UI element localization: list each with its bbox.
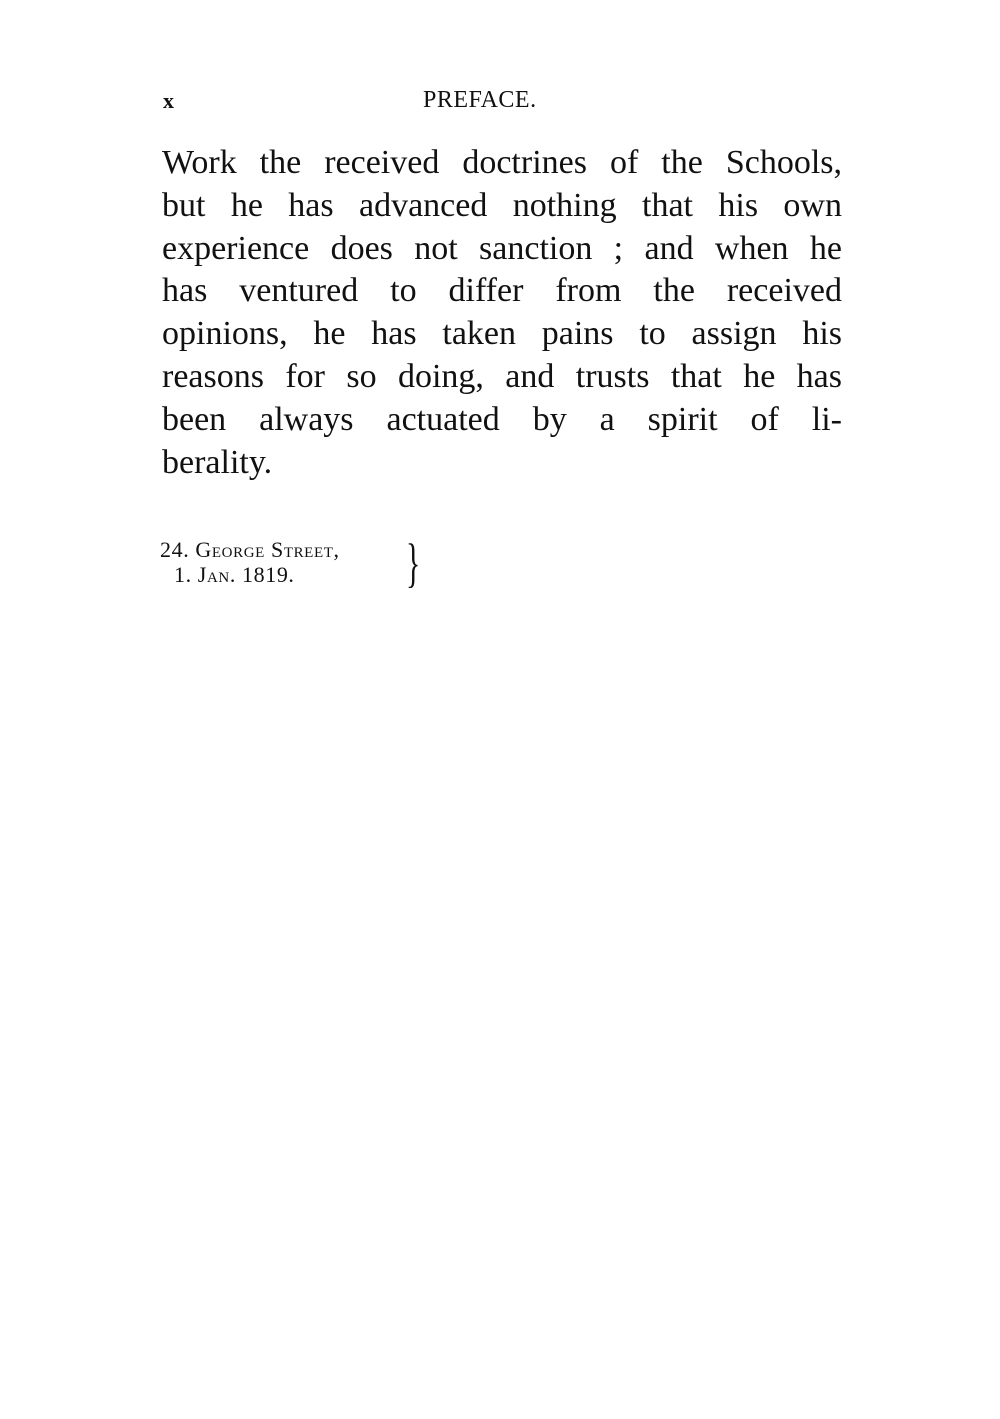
text-line: opinions, he has taken pains to assign his (162, 315, 842, 353)
running-head (163, 86, 841, 116)
text-line: been always actuated by a spirit of li- (162, 400, 842, 438)
signature-date: 1. Jan. 1819. (174, 562, 295, 587)
text-line: has ventured to differ from the received (162, 272, 842, 310)
page-number: x (163, 88, 174, 113)
text-line: experience does not sanction ; and when he (162, 229, 842, 267)
text-line: Work the received doctrines of the Schools, (162, 144, 842, 181)
text-line: berality. (162, 443, 273, 481)
text-line: reasons for so doing, and trusts that he has (162, 357, 842, 395)
running-title: PREFACE. (423, 87, 537, 113)
curly-brace-icon: } (406, 533, 421, 593)
signature-block (160, 533, 460, 598)
signature-address: 24. George Street, (160, 537, 340, 562)
preface-paragraph (162, 142, 842, 484)
text-line: but he has advanced nothing that his own (162, 186, 842, 224)
